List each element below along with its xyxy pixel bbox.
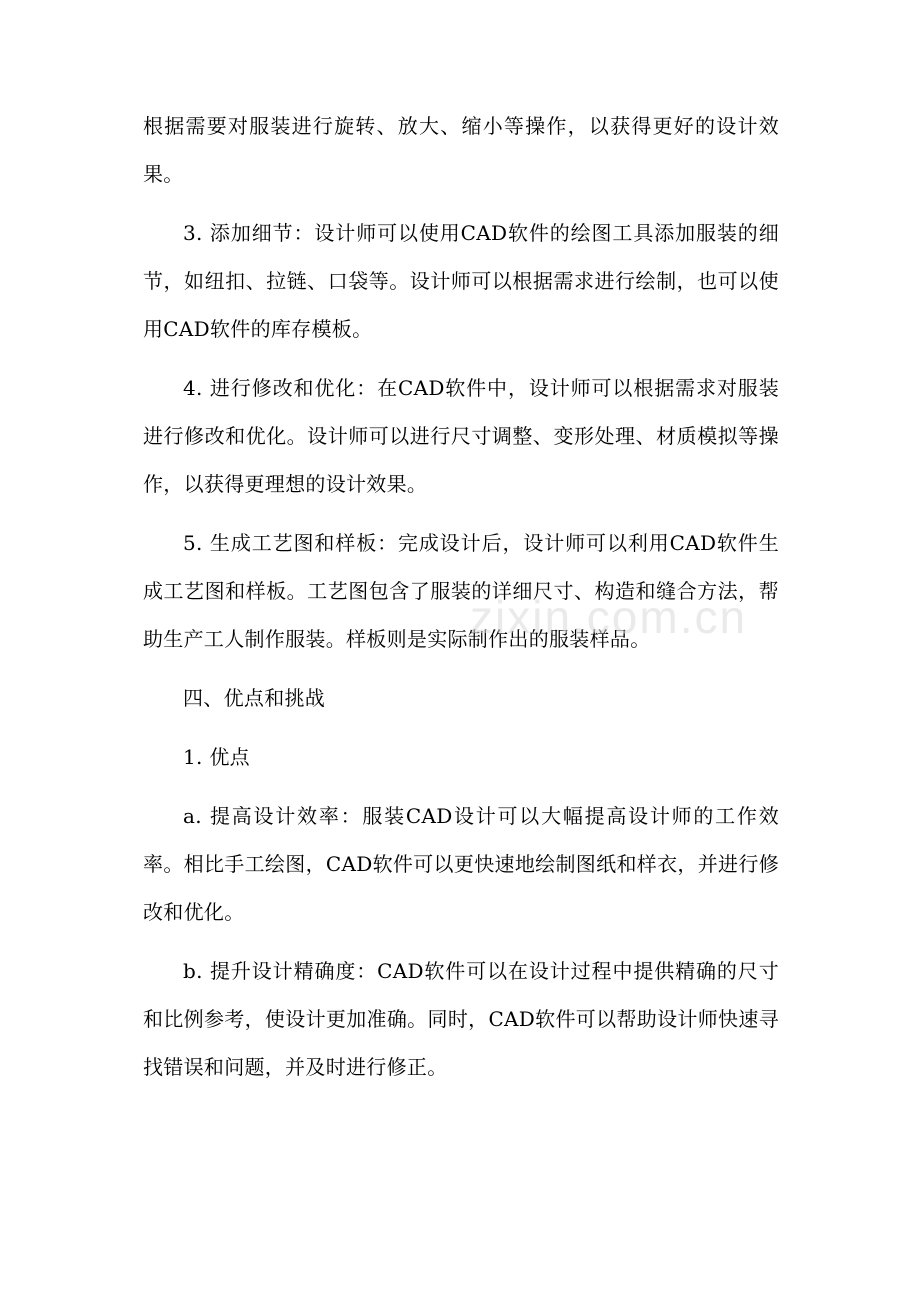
paragraph-advantage-a: a. 提高设计效率：服装CAD设计可以大幅提高设计师的工作效率。相比手工绘图，CAD软件可以更快速地绘制图纸和样衣，并进行修改和优化。	[143, 804, 779, 924]
watermark: zixin.com.cn	[470, 591, 748, 643]
paragraph-step-5: 5. 生成工艺图和样板：完成设计后，设计师可以利用CAD软件生成工艺图和样板。工艺图包含了服装的详细尺寸、构造和缝合方法，帮助生产工人制作服装。样板则是实际制作出的服装样品。	[143, 531, 779, 651]
paragraph-advantage-b: b. 提升设计精确度：CAD软件可以在设计过程中提供精确的尺寸和比例参考，使设计更加准确。同时，CAD软件可以帮助设计师快速寻找错误和问题，并及时进行修正。	[143, 959, 779, 1079]
subsection-heading: 1. 优点	[183, 745, 250, 769]
paragraph-continuation: 根据需要对服装进行旋转、放大、缩小等操作，以获得更好的设计效果。	[143, 114, 779, 186]
section-heading: 四、优点和挑战	[183, 686, 326, 710]
document-body	[143, 102, 779, 1102]
paragraph-step-4: 4. 进行修改和优化：在CAD软件中，设计师可以根据需求对服装进行修改和优化。设计师可以进行尺寸调整、变形处理、材质模拟等操作，以获得更理想的设计效果。	[143, 376, 779, 496]
paragraph-step-3: 3. 添加细节：设计师可以使用CAD软件的绘图工具添加服装的细节，如纽扣、拉链、口袋等。设计师可以根据需求进行绘制，也可以使用CAD软件的库存模板。	[143, 221, 779, 341]
